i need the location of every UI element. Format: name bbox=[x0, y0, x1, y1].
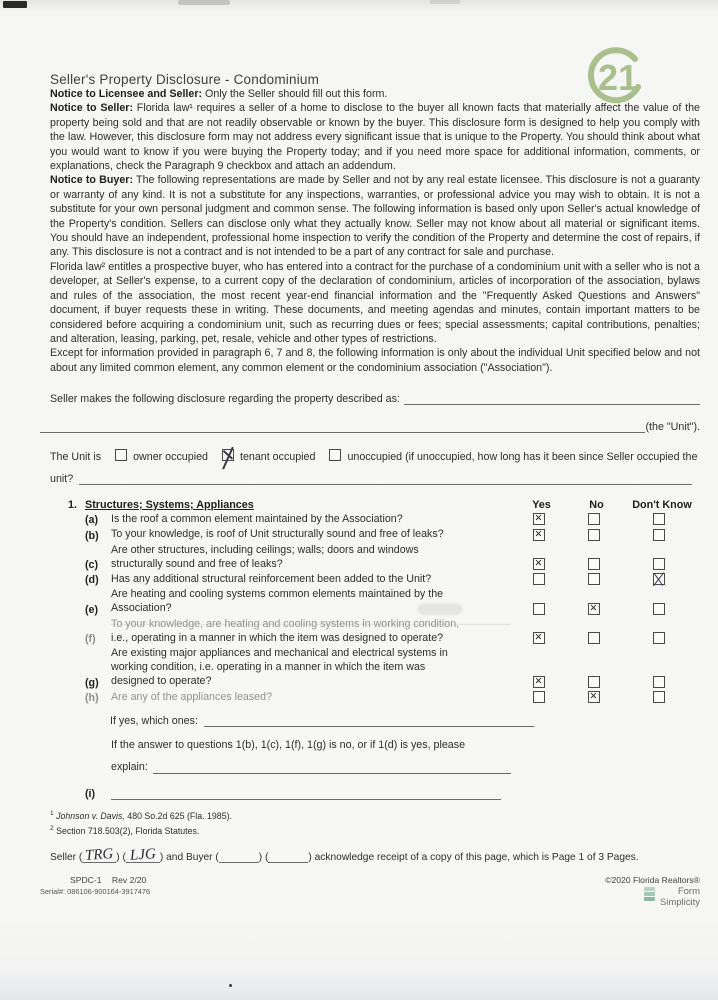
occupancy-options bbox=[101, 449, 697, 465]
checkbox-no[interactable] bbox=[588, 676, 600, 688]
unoccupied-duration-field[interactable] bbox=[79, 471, 692, 485]
question-text: To your knowledge, are heating and cooling systems in working condition, bbox=[111, 617, 511, 631]
occupancy-row bbox=[50, 449, 700, 465]
question-row bbox=[50, 543, 700, 571]
florida-law-paragraph: Florida law² entitles a prospective buyer, who has entered into a contract for the purchase of a condominium unit with a seller who is not a developer, at Seller's expense, to a current copy of the declaration of condominium, articles of incorporation of the association, bylaws and rules of the association, the most recent year-end financial information and the "Frequently Asked Questions and Answers" document, if buyer requests these in writing. These documents, and meeting agendas and minutes, contain important matters to be considered before acquiring a condominium unit, such as recurring dues or fees; special assessments; capital contributions, penalties; and alteration, leasing, parking, pet, resale, vehicle and other types of restrictions. bbox=[50, 260, 700, 345]
checkbox-no[interactable] bbox=[588, 513, 600, 525]
question-row bbox=[50, 690, 700, 704]
question-text: To your knowledge, is roof of Unit structurally sound and free of leaks? bbox=[111, 528, 444, 541]
question-row bbox=[50, 646, 700, 689]
column-header-yes: Yes bbox=[532, 499, 551, 512]
question-row-i: (i) If the answer to questions 1(b), 1(c), 1(f), 1(g) is no, or if 1(d) is yes, please explain: bbox=[50, 738, 700, 800]
occupancy-option-label: unoccupied (if unoccupied, how long has it been since Seller occupied the bbox=[347, 451, 698, 464]
page-title: Seller's Property Disclosure - Condominium bbox=[50, 72, 320, 87]
checkbox-yes[interactable] bbox=[533, 529, 545, 541]
checkbox-yes[interactable] bbox=[533, 691, 545, 703]
except-paragraph: Except for information provided in paragraph 6, 7 and 8, the following information is only about the individual Unit specified below and not about any limited common element, any common element or the condominium association ("Association"). bbox=[50, 347, 700, 374]
buyer-initials-2[interactable] bbox=[268, 850, 308, 863]
occupancy-option-label: tenant occupied bbox=[239, 451, 316, 464]
checkbox-dont-know[interactable] bbox=[653, 603, 665, 615]
notice-to-buyer: Notice to Buyer: The following representations are made by Seller and not by any real estate licensee. This disclosure is not a guaranty or warranty of any kind. It is not a substitute for any inspections, warranties, or professional advice you may wish to obtain. It is not a substitute for your own personal judgment and common sense. The following information is based only upon Seller's actual knowledge of the Property's condition. Sellers can disclose only what they actually know. Seller may not know about all material or significant items. You should have an independent, professional home inspection to verify the condition of the Property and determine the cost of repairs, if any. This disclosure is not a contract and is not intended to be a part of any contract for sale and purchase. bbox=[50, 174, 700, 259]
checkbox-yes[interactable] bbox=[533, 513, 545, 525]
checkbox-no[interactable] bbox=[588, 691, 600, 703]
occupancy-checkbox-0[interactable] bbox=[115, 449, 127, 461]
question-row bbox=[50, 587, 700, 615]
form-simplicity-logo: Form Simplicity bbox=[605, 887, 700, 908]
checkbox-dont-know[interactable] bbox=[653, 573, 665, 585]
question-text: Are any of the appliances leased? bbox=[111, 690, 273, 703]
unit-line bbox=[50, 419, 700, 433]
checkbox-yes[interactable] bbox=[533, 573, 545, 585]
section-number: 1. bbox=[68, 499, 78, 512]
occupancy-line2 bbox=[50, 471, 700, 485]
notice-licensee-seller: Notice to Licensee and Seller: Only the Seller should fill out this form. bbox=[50, 88, 388, 100]
question-id: (g) bbox=[85, 676, 99, 689]
question-text: Are other structures, including ceilings; walls; doors and windows bbox=[111, 543, 419, 556]
question-i-text: If the answer to questions 1(b), 1(c), 1(f), 1(g) is no, or if 1(d) is yes, please bbox=[111, 738, 466, 751]
question-text: Are heating and cooling systems common elements maintained by the bbox=[111, 588, 444, 601]
if-yes-line bbox=[50, 713, 700, 727]
column-header-dont-know: Don't Know bbox=[632, 499, 692, 512]
property-description-label: Seller makes the following disclosure regarding the property described as: bbox=[50, 393, 400, 406]
question-text: designed to operate? bbox=[111, 675, 212, 688]
seller-initials-2[interactable]: LJG bbox=[126, 850, 160, 863]
question-row bbox=[50, 572, 700, 586]
checkbox-no[interactable] bbox=[588, 529, 600, 541]
form-simplicity-pages-icon bbox=[644, 887, 657, 902]
footnote-2: $^2$ Section 718.503(2), Florida Statutes. bbox=[50, 824, 200, 836]
column-header-no: No bbox=[589, 499, 604, 512]
property-description-field-2[interactable] bbox=[40, 419, 645, 433]
question-id: (h) bbox=[85, 691, 99, 704]
seller-initials-1[interactable]: TRG bbox=[82, 850, 116, 863]
form-code: SPDC-1 bbox=[70, 875, 102, 886]
checkbox-dont-know[interactable] bbox=[653, 529, 665, 541]
question-text: Are existing major appliances and mechanical and electrical systems in bbox=[111, 646, 448, 659]
question-text: structurally sound and free of leaks? bbox=[111, 557, 283, 570]
serial-number: Serial#: 086106-900164-3917476 bbox=[40, 887, 151, 897]
checkbox-dont-know[interactable] bbox=[653, 691, 665, 703]
question-text: Has any additional structural reinforcement been added to the Unit? bbox=[111, 572, 432, 585]
checkbox-no[interactable] bbox=[588, 558, 600, 570]
question-id: (a) bbox=[85, 514, 99, 527]
explain-field-2[interactable] bbox=[111, 786, 501, 800]
footnotes bbox=[50, 808, 700, 837]
buyer-initials-1[interactable] bbox=[219, 850, 259, 863]
checkbox-yes[interactable] bbox=[533, 632, 545, 644]
logo-21-text: 21 bbox=[598, 57, 639, 98]
property-description-field[interactable] bbox=[404, 391, 700, 405]
question-text: working condition, i.e. operating in a manner in which the item was bbox=[111, 661, 426, 674]
question-id: (e) bbox=[85, 603, 99, 616]
page-footer bbox=[40, 875, 700, 908]
copyright: ©2020 Florida Realtors® bbox=[605, 875, 700, 886]
checkbox-yes[interactable] bbox=[533, 676, 545, 688]
section-title: Structures; Systems; Appliances bbox=[85, 499, 254, 512]
if-yes-label: If yes, which ones: bbox=[110, 714, 198, 727]
checkbox-no[interactable] bbox=[588, 632, 600, 644]
question-id: (d) bbox=[85, 574, 99, 587]
footnote-1: $^1$ Johnson v. Davis, 480 So.2d 625 (Fla. 1985). bbox=[50, 810, 232, 822]
checkbox-dont-know[interactable] bbox=[653, 513, 665, 525]
which-ones-field[interactable] bbox=[204, 713, 534, 727]
explain-label: explain: bbox=[111, 760, 148, 773]
question-row bbox=[50, 512, 700, 526]
question-text: Is the roof a common element maintained by the Association? bbox=[111, 513, 403, 526]
occupancy-option-label: owner occupied bbox=[133, 451, 208, 464]
explain-field[interactable] bbox=[153, 760, 511, 774]
acknowledgement-line: Seller ( TRG ) ( LJG ) and Buyer ( ) ( ) acknowledge receipt of a copy of this page, which is Page 1 of 3 Pages. bbox=[50, 846, 639, 864]
checkbox-yes[interactable] bbox=[533, 558, 545, 570]
notice-to-seller: Notice to Seller: Florida law¹ requires a seller of a home to disclose to the buyer all known facts that materially affect the value of the property being sold and that are not readily observable or known by the buyer. This disclosure form is designed to help you comply with the law. However, this disclosure form may not address every significant issue that is unique to the Property. You should think about what you would want to know if you were buying the Property today; and if you need more space for additional information, comments, or explanations, check the Paragraph 9 checkbox and attach an addendum. bbox=[50, 102, 700, 173]
property-description-line bbox=[50, 391, 700, 405]
section1-rows bbox=[50, 512, 700, 704]
checkbox-no[interactable] bbox=[588, 603, 600, 615]
occupancy-checkbox-1[interactable] bbox=[222, 449, 234, 461]
explain-line bbox=[111, 760, 514, 774]
checkbox-dont-know[interactable] bbox=[653, 632, 665, 644]
question-row bbox=[50, 527, 700, 541]
checkbox-dont-know[interactable] bbox=[653, 558, 665, 570]
checkbox-yes[interactable] bbox=[533, 603, 545, 615]
question-id: (f) bbox=[85, 632, 96, 645]
question-row bbox=[50, 617, 700, 645]
question-id: (c) bbox=[85, 558, 99, 571]
section1-header bbox=[50, 499, 700, 511]
occupancy-checkbox-2[interactable] bbox=[329, 449, 341, 461]
checkbox-no[interactable] bbox=[588, 573, 600, 585]
form-revision: Rev 2/20 bbox=[111, 875, 147, 886]
explain-line-2 bbox=[111, 786, 514, 800]
question-text: i.e., operating in a manner in which the item was designed to operate? bbox=[111, 631, 444, 644]
scan-artifact-dot bbox=[229, 984, 232, 987]
unit-question-label: unit? bbox=[50, 473, 74, 486]
occupancy-prefix: The Unit is bbox=[50, 450, 102, 463]
scan-artifact-top-mark bbox=[3, 1, 27, 8]
unit-suffix-label: (the "Unit"). bbox=[645, 421, 700, 434]
checkbox-dont-know[interactable] bbox=[653, 676, 665, 688]
question-id: (b) bbox=[85, 529, 99, 542]
question-text: Association? bbox=[111, 602, 172, 615]
